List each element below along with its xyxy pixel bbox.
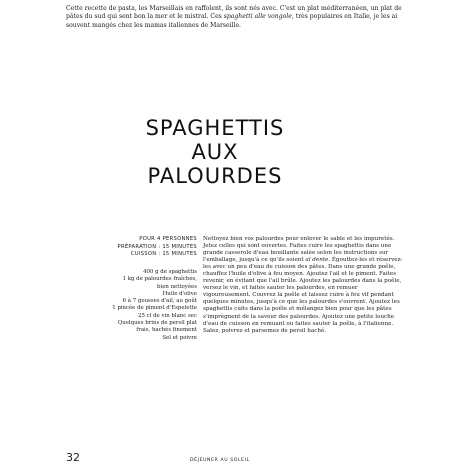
ingredient-item: 1 pincée de piment d'Espelette [112, 305, 197, 312]
ingredient-list [96, 269, 197, 342]
ingredient-item: 6 à 7 gousses d'ail, au goût [122, 298, 197, 305]
method-text-end: . Égouttez-les et réservez-les avec un peu d'eau de cuisson des pâtes. Dans une grande poêle, chauffez l'huile d'olive à feu moyen. Ajoutez l'ail et le piment. Faites revenir, en évitant que l'ail brûle. Ajoutez les palourdes dans la poêle, versez le vin, et faites sauter les palourdes, en remuer vigoureusement. Couvrez la poêle et laissez cuire à feu vif pendant quelques minutes, jusqu'à ce que les palourdes s'ouvrent. Ajoutez les spaghettis cuits dans la poêle et mélangez bien pour que les pâtes s'imprègnent de la saveur des palourdes. Ajoutez une petite louche d'eau de cuisson en remuant ou faites sauter la poêle, à l'italienne. Salez, poivrez et parsemez de persil haché. [203, 257, 403, 334]
recipe-title-line-3: PALOURDES [147, 164, 283, 188]
intro-text: Cette recette de pasta, les Marseillais en raffolent, ils sont nés avec. C'est un plat méditerranéen, un plat de pâtes du sud qui sent bon la mer et le mistral. Ces [66, 5, 402, 21]
ingredient-item: Huile d'olive [162, 290, 197, 297]
recipe-meta [100, 236, 197, 259]
intro-italic-text: spaghetti alle vongole [223, 13, 292, 21]
ingredient-item: frais, hachés finement [136, 327, 197, 334]
page-number: 32 [66, 451, 80, 464]
ingredient-item: bien nettoyées [157, 283, 197, 290]
intro-paragraph [66, 5, 406, 30]
ingredient-item: Quelques brins de persil plat [117, 320, 197, 327]
prep-time: PRÉPARATION : 15 MINUTES [117, 243, 197, 250]
recipe-title [0, 116, 430, 188]
intro-text-end: , très populaires en Italie, je les ai souvent mangés chez les mamas italiennes de Marseille. [66, 13, 398, 29]
ingredient-item: 25 cl de vin blanc sec [138, 312, 197, 319]
ingredient-item: 400 g de spaghettis [143, 269, 197, 275]
recipe-title-line-2: AUX [191, 140, 239, 164]
cook-time: CUISSON : 15 MINUTES [130, 251, 197, 258]
recipe-title-line-1: SPAGHETTIS [145, 116, 285, 140]
running-title: DÉJEUNER AU SOLEIL [190, 458, 250, 463]
ingredient-item: 1 kg de palourdes fraîches, [122, 276, 197, 283]
method-text: Nettoyez bien vos palourdes pour enlever le sable et les impuretés. Jetez celles qui sont ouvertes. Faites cuire les spaghettis dans une grande casserole d'eau bouillante salée selon les instructions sur l'emballage, jusqu'à ce qu'ils soient [203, 236, 395, 264]
method-italic-text: al dente [305, 257, 329, 264]
servings: POUR 4 PERSONNES [139, 236, 197, 242]
method-paragraph [203, 236, 405, 335]
ingredient-item: Sel et poivre [162, 334, 197, 341]
